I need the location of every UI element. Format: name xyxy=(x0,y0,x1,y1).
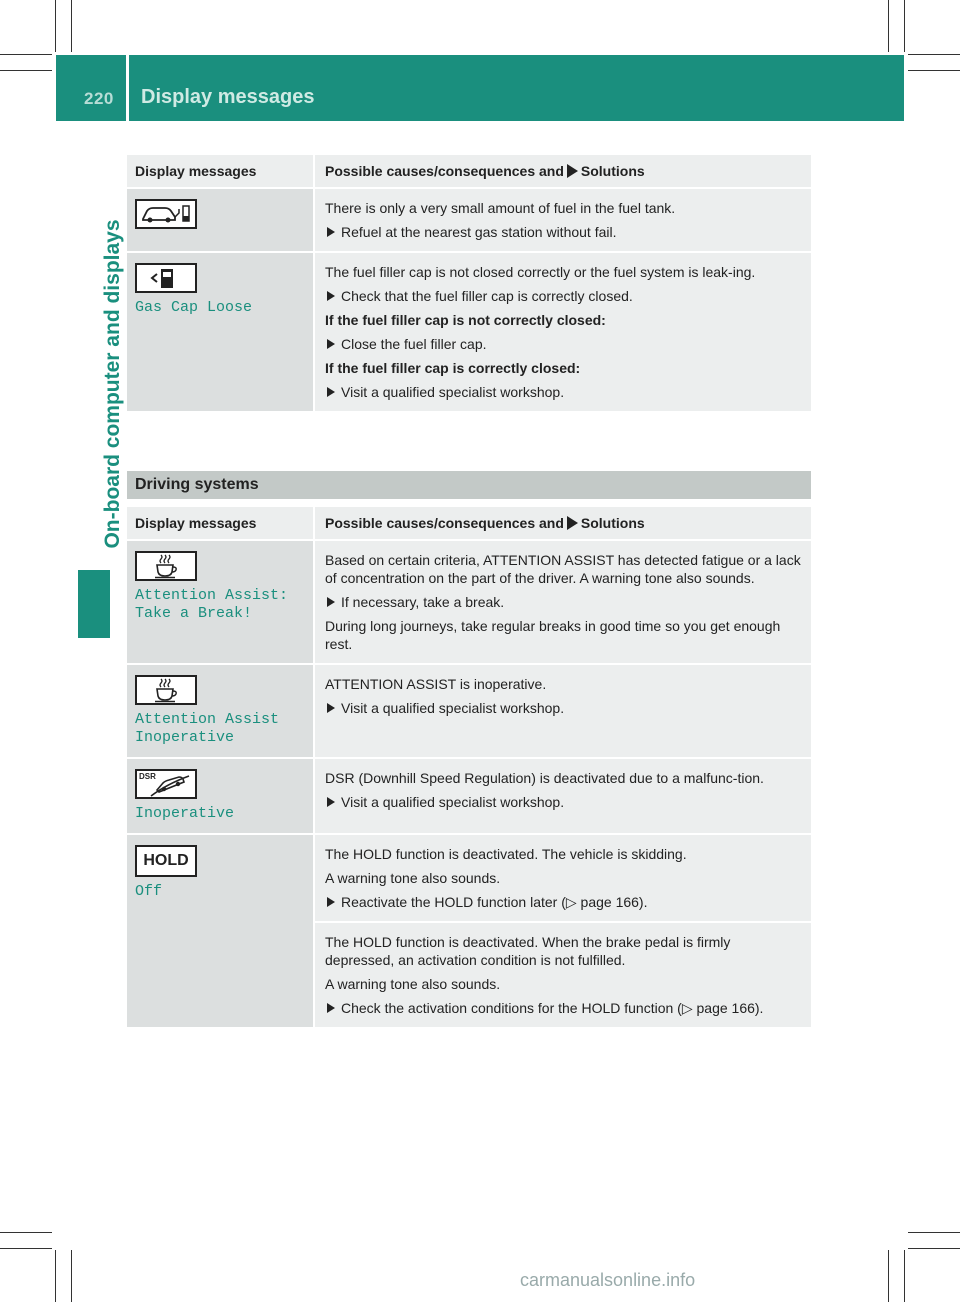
section-heading-bar xyxy=(127,471,811,499)
display-message-cell xyxy=(127,665,313,757)
header-solutions-text: Solutions xyxy=(580,163,645,179)
column-header-display-messages: Display messages xyxy=(127,155,313,187)
note-text: A warning tone also sounds. xyxy=(325,870,501,886)
crop-mark xyxy=(904,0,905,52)
cause-solution-cell xyxy=(313,665,811,757)
watermark: carmanualsonline.info xyxy=(520,1270,696,1290)
solution-step: Check the activation conditions for the HOLD function (▷ page 166). xyxy=(325,999,801,1017)
column-header-causes xyxy=(313,155,811,187)
solution-step: Reactivate the HOLD function later (▷ page 166). xyxy=(325,893,801,911)
table-row xyxy=(127,663,811,757)
crop-mark xyxy=(0,70,52,71)
driving-systems-table xyxy=(127,507,811,1027)
fuel-cap-icon xyxy=(135,263,197,293)
column-header-causes xyxy=(313,507,811,539)
crop-mark xyxy=(71,1250,72,1302)
table-row xyxy=(127,757,811,833)
note-text: A warning tone also sounds. xyxy=(325,976,501,992)
header-causes-text: Possible causes/consequences and xyxy=(325,163,564,179)
column-header-display-messages: Display messages xyxy=(127,507,313,539)
dsr-icon xyxy=(135,769,197,799)
table-header-row xyxy=(127,155,811,187)
note-text: During long journeys, take regular breaks in good time so you get enough rest. xyxy=(325,618,781,652)
arrow-icon xyxy=(567,516,578,530)
crop-mark xyxy=(908,70,960,71)
solution-step: Visit a qualified specialist workshop. xyxy=(325,383,801,401)
display-message-cell xyxy=(127,835,313,1027)
cause-solution-subcell xyxy=(315,921,811,1017)
table-row xyxy=(127,251,811,411)
chapter-sidebar xyxy=(78,130,124,640)
low-fuel-icon xyxy=(135,199,197,229)
coffee-cup-icon xyxy=(135,551,197,581)
table-header-row xyxy=(127,507,811,539)
dsr-icon-text: DSR xyxy=(139,772,156,781)
cause-text: ATTENTION ASSIST is inoperative. xyxy=(325,676,547,692)
display-message-text: Inoperative xyxy=(135,805,235,822)
hold-icon-text: HOLD xyxy=(143,852,189,869)
table-row xyxy=(127,187,811,251)
header-solutions-text: Solutions xyxy=(580,515,645,531)
cause-text: The HOLD function is deactivated. The vehicle is skidding. xyxy=(325,846,687,862)
crop-mark xyxy=(908,1232,960,1233)
table-row xyxy=(127,833,811,1027)
page-header xyxy=(56,55,904,121)
display-message-cell xyxy=(127,253,313,411)
cause-text: There is only a very small amount of fuel in the fuel tank. xyxy=(325,200,676,216)
crop-mark xyxy=(0,1232,52,1233)
display-message-text: Attention Assist: xyxy=(135,587,289,604)
solution-step: Visit a qualified specialist workshop. xyxy=(325,699,801,717)
solution-step: Check that the fuel filler cap is correctly closed. xyxy=(325,287,801,305)
cause-text: The HOLD function is deactivated. When the brake pedal is firmly depressed, an activation condition is not fulfilled. xyxy=(325,934,731,968)
display-message-cell xyxy=(127,189,313,251)
chapter-label: On-board computer and displays xyxy=(101,219,124,549)
cause-solution-cell xyxy=(313,189,811,251)
display-message-text: Off xyxy=(135,883,163,900)
page-title: Display messages xyxy=(141,86,315,108)
page-number: 220 xyxy=(84,89,114,108)
crop-mark xyxy=(888,1250,889,1302)
crop-mark xyxy=(55,0,56,52)
solution-step: If necessary, take a break. xyxy=(325,593,801,611)
crop-mark xyxy=(55,1250,56,1302)
solution-step: Refuel at the nearest gas station without fail. xyxy=(325,223,801,241)
cause-solution-cell xyxy=(313,759,811,833)
solution-step: Visit a qualified specialist workshop. xyxy=(325,793,801,811)
header-causes-text: Possible causes/consequences and xyxy=(325,515,564,531)
chapter-tab xyxy=(78,570,110,638)
crop-mark xyxy=(908,1248,960,1249)
display-message-text: Inoperative xyxy=(135,729,235,746)
crop-mark xyxy=(904,1250,905,1302)
fuel-messages-table xyxy=(127,155,811,411)
crop-mark xyxy=(0,54,52,55)
crop-mark xyxy=(888,0,889,52)
header-divider xyxy=(126,55,129,121)
cause-solution-cell xyxy=(313,253,811,411)
crop-mark xyxy=(0,1248,52,1249)
cause-text: The fuel filler cap is not closed correctly or the fuel system is leak-ing. xyxy=(325,264,756,280)
table-row xyxy=(127,539,811,663)
display-message-text: Attention Assist xyxy=(135,711,280,728)
section-title: Driving systems xyxy=(135,476,259,493)
display-message-cell xyxy=(127,541,313,663)
solution-step: Close the fuel filler cap. xyxy=(325,335,801,353)
condition-heading: If the fuel filler cap is not correctly closed: xyxy=(325,312,606,328)
cause-text: DSR (Downhill Speed Regulation) is deactivated due to a malfunc-tion. xyxy=(325,770,764,786)
display-message-text: Gas Cap Loose xyxy=(135,299,253,316)
condition-heading: If the fuel filler cap is correctly closed: xyxy=(325,360,581,376)
cause-solution-cell xyxy=(313,541,811,663)
coffee-cup-icon xyxy=(135,675,197,705)
hold-icon xyxy=(135,845,197,877)
crop-mark xyxy=(71,0,72,52)
display-message-cell xyxy=(127,759,313,833)
arrow-icon xyxy=(567,164,578,178)
crop-mark xyxy=(908,54,960,55)
cause-solution-cell xyxy=(313,835,811,1027)
cause-text: Based on certain criteria, ATTENTION ASSIST has detected fatigue or a lack of concentration on the part of the driver. A warning tone also sounds. xyxy=(325,552,801,586)
display-message-text: Take a Break! xyxy=(135,605,253,622)
